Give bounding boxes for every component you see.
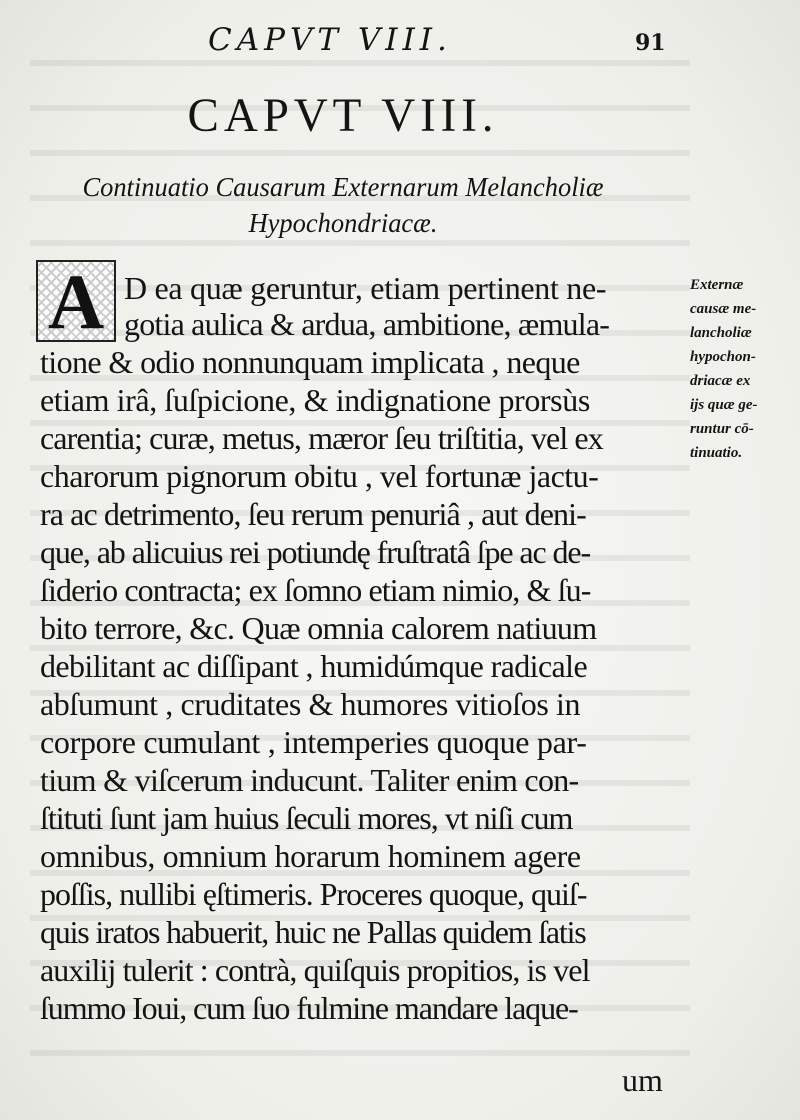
body-line: debilitant ac diſſipant , humidúmque radicale (40, 648, 588, 684)
body-line: omnibus, omnium horarum hominem agere (40, 838, 581, 874)
body-line: bito terrore, &c. Quæ omnia calorem natiuum (40, 610, 597, 646)
marginal-note-line: ijs quæ ge- (690, 397, 758, 413)
chapter-subtitle-line: Continuatio Causarum Externarum Melancholiæ (82, 172, 604, 202)
body-line: corpore cumulant , intemperies quoque par- (40, 724, 587, 760)
drop-cap-letter: A (47, 258, 105, 345)
body-line: tione & odio nonnunquam implicata , neque (40, 344, 580, 380)
marginal-note-line: hypochon- (690, 349, 756, 365)
marginal-note-line: lancholiæ (690, 325, 752, 341)
body-line: abſumunt , cruditates & humores vitioſos in (40, 686, 581, 722)
body-line: ſiderio contracta; ex ſomno etiam nimio, & ſu- (40, 572, 591, 608)
marginal-note-line: causæ me- (690, 301, 757, 317)
page-number: 91 (635, 30, 666, 56)
marginal-note-line: tinuatio. (690, 445, 743, 461)
body-line: gotia aulica & ardua, ambitione, æmula- (124, 306, 610, 342)
catchword: um (622, 1062, 663, 1098)
body-line: ſtituti ſunt jam huius ſeculi mores, vt niſi cum (40, 800, 573, 836)
body-line: ra ac detrimento, ſeu rerum penuriâ , aut deni- (40, 496, 586, 532)
body-line: quis iratos habuerit, huic ne Pallas quidem ſatis (40, 914, 586, 950)
chapter-title: CAPVT VIII. (187, 89, 499, 142)
body-line: auxilij tulerit : contrà, quiſquis propitios, is vel (40, 952, 590, 988)
running-head: CAPVT VIII. (208, 22, 452, 58)
chapter-subtitle-line: Hypochondriacæ. (248, 208, 438, 238)
body-line: ſummo Ioui, cum ſuo fulmine mandare laque- (40, 990, 578, 1026)
body-line: charorum pignorum obitu , vel fortunæ jactu- (40, 458, 599, 494)
ornamental-drop-cap (36, 258, 116, 345)
body-line: etiam irâ, ſuſpicione, & indignatione prorsùs (40, 382, 590, 418)
marginal-note-line: Externæ (690, 277, 744, 293)
marginal-note-line: driacæ ex (690, 373, 751, 389)
body-line: carentia; curæ, metus, mæror ſeu triſtitia, vel ex (40, 420, 603, 456)
marginal-note-line: runtur cō- (690, 421, 754, 437)
body-line: poſſis, nullibi ęſtimeris. Proceres quoque, quiſ- (40, 876, 587, 912)
body-line: tium & viſcerum inducunt. Taliter enim con- (40, 762, 579, 798)
body-line: D ea quæ geruntur, etiam pertinent ne- (124, 270, 607, 306)
body-line: que, ab alicuius rei potiundę fruſtratâ ſpe ac de- (40, 534, 591, 570)
